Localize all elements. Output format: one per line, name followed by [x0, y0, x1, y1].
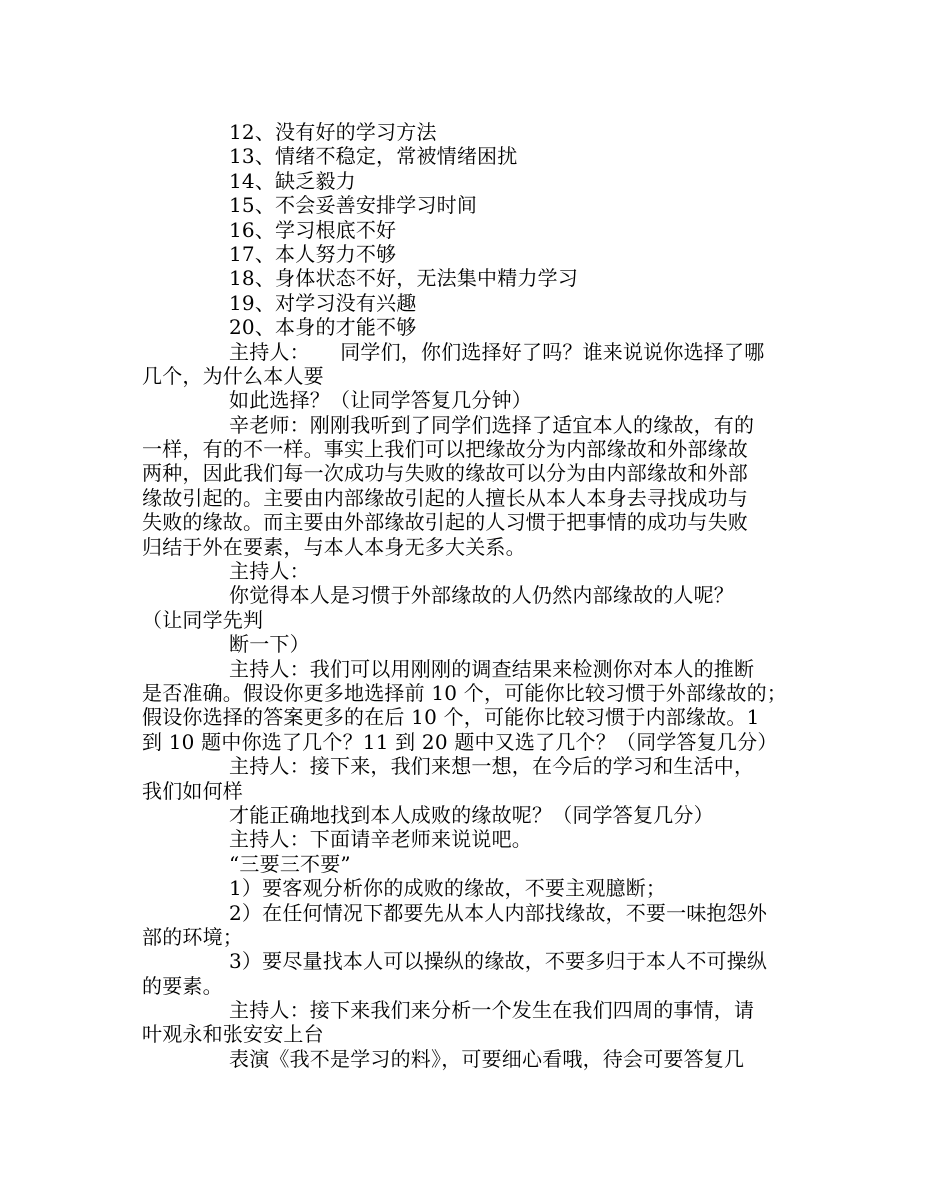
text-line: 你觉得本人是习惯于外部缘故的人仍然内部缘故的人呢？ [229, 583, 734, 608]
text-line: 假设你选择的答案更多的在后 10 个，可能你比较习惯于内部缘故。1 [142, 705, 760, 730]
text-line: 才能正确地找到本人成败的缘故呢？（同学答复几分） [229, 802, 714, 827]
text-line: 缘故引起的。主要由内部缘故引起的人擅长从本人本身去寻找成功与 [142, 485, 748, 510]
text-line: 15、不会妥善安排学习时间 [229, 193, 478, 218]
text-line: 19、对学习没有兴趣 [229, 290, 417, 315]
text-line: 18、身体状态不好，无法集中精力学习 [229, 266, 579, 291]
text-line: 14、缺乏毅力 [229, 168, 356, 193]
text-line: 主持人：下面请辛老师来说说吧。 [229, 827, 532, 852]
text-line: 是否准确。假设你更多地选择前 10 个，可能你比较习惯于外部缘故的； [142, 680, 787, 705]
text-line: 13、情绪不稳定，常被情绪困扰 [229, 144, 518, 169]
text-line: 3）要尽量找本人可以操纵的缘故，不要多归于本人不可操纵 [229, 949, 768, 974]
text-line: 主持人：接下来，我们来想一想，在今后的学习和生活中， [229, 754, 755, 779]
text-line: 2）在任何情况下都要先从本人内部找缘故，不要一味抱怨外 [229, 900, 768, 925]
text-line: 17、本人努力不够 [229, 241, 397, 266]
text-line: 1）要客观分析你的成败的缘故，不要主观臆断； [229, 876, 667, 901]
text-line: 的要素。 [142, 973, 223, 998]
text-line: 表演《我不是学习的料》，可要细心看哦，待会可要答复几 [229, 1046, 745, 1071]
text-line: 主持人： [229, 559, 310, 584]
text-line: 主持人： 同学们，你们选择好了吗？谁来说说你选择了哪 [229, 339, 765, 364]
text-line: 16、学习根底不好 [229, 217, 397, 242]
text-line: 归结于外在要素，与本人本身无多大关系。 [142, 534, 526, 559]
text-line: 主持人：接下来我们来分析一个发生在我们四周的事情，请 [229, 998, 755, 1023]
text-line: 到 10 题中你选了几个？11 到 20 题中又选了几个？（同学答复几分） [142, 729, 778, 754]
text-line: 主持人：我们可以用刚刚的调查结果来检测你对本人的推断 [229, 656, 755, 681]
text-line: 两种，因此我们每一次成功与失败的缘故可以分为由内部缘故和外部 [142, 461, 748, 486]
text-line: （让同学先判 [142, 607, 264, 632]
text-line: 我们如何样 [142, 778, 243, 803]
text-line: 断一下） [229, 632, 310, 657]
text-line: 如此选择？（让同学答复几分钟） [229, 388, 532, 413]
text-line: 失败的缘故。而主要由外部缘故引起的人习惯于把事情的成功与失败 [142, 510, 748, 535]
text-line: 部的环境； [142, 924, 243, 949]
text-line: 20、本身的才能不够 [229, 315, 417, 340]
text-line: “三要三不要” [229, 851, 351, 876]
text-line: 辛老师：刚刚我听到了同学们选择了适宜本人的缘故，有的 [229, 412, 755, 437]
text-line: 几个，为什么本人要 [142, 363, 324, 388]
text-line: 12、没有好的学习方法 [229, 120, 437, 144]
text-line: 叶观永和张安安上台 [142, 1022, 324, 1047]
document-body [142, 120, 812, 1071]
text-line: 一样，有的不一样。事实上我们可以把缘故分为内部缘故和外部缘故 [142, 437, 748, 462]
